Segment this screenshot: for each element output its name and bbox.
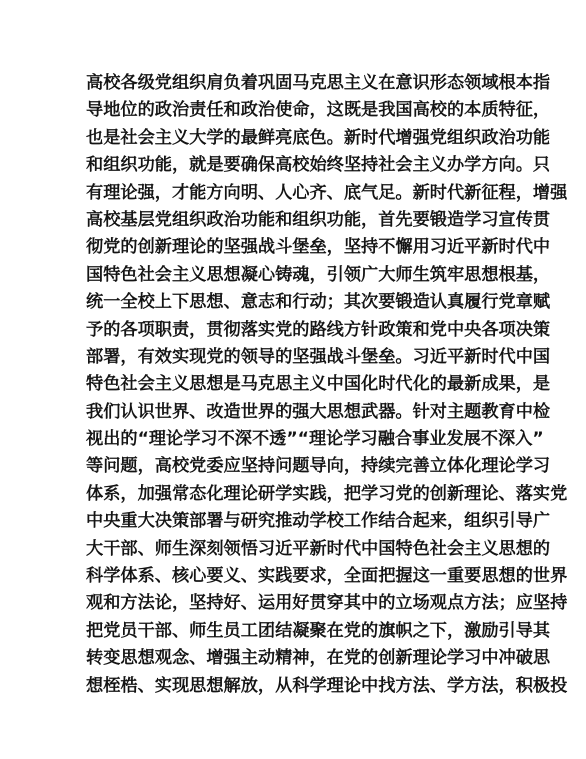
paragraph-line: 体系，加强常态化理论研学实践，把学习党的创新理论、落实党 bbox=[86, 483, 568, 504]
paragraph-line: 观和方法论，坚持好、运用好贯穿其中的立场观点方法；应坚持 bbox=[86, 593, 568, 614]
paragraph-line: 国特色社会主义思想凝心铸魂，引领广大师生筑牢思想根基， bbox=[86, 264, 551, 285]
paragraph-line: 有理论强，才能方向明、人心齐、底气足。新时代新征程，增强 bbox=[86, 182, 568, 203]
paragraph-line: 部署，有效实现党的领导的坚强战斗堡垒。习近平新时代中国 bbox=[86, 346, 551, 367]
paragraph-line: 导地位的政治责任和政治使命，这既是我国高校的本质特征， bbox=[86, 100, 551, 121]
paragraph-line: 中央重大决策部署与研究推动学校工作结合起来，组织引导广 bbox=[86, 511, 551, 532]
paragraph-line: 把党员干部、师生员工团结凝聚在党的旗帜之下，激励引导其 bbox=[86, 620, 551, 641]
paragraph-line: 和组织功能，就是要确保高校始终坚持社会主义办学方向。只 bbox=[86, 155, 551, 176]
paragraph-line: 视出的“理论学习不深不透”“理论学习融合事业发展不深入” bbox=[86, 429, 544, 450]
paragraph-line: 统一全校上下思想、意志和行动；其次要锻造认真履行党章赋 bbox=[86, 292, 551, 313]
paragraph-line: 我们认识世界、改造世界的强大思想武器。针对主题教育中检 bbox=[86, 401, 551, 422]
paragraph-line: 想桎梏、实现思想解放，从科学理论中找方法、学方法，积极投 bbox=[86, 675, 568, 696]
paragraph-line: 高校基层党组织政治功能和组织功能，首先要锻造学习宣传贯 bbox=[86, 209, 551, 230]
paragraph-line: 大干部、师生深刻领悟习近平新时代中国特色社会主义思想的 bbox=[86, 538, 551, 559]
paragraph-line: 彻党的创新理论的坚强战斗堡垒，坚持不懈用习近平新时代中 bbox=[86, 237, 551, 258]
paragraph-line: 高校各级党组织肩负着巩固马克思主义在意识形态领域根本指 bbox=[86, 73, 551, 93]
paragraph-line: 予的各项职责，贯彻落实党的路线方针政策和党中央各项决策 bbox=[86, 319, 551, 340]
paragraph-line: 也是社会主义大学的最鲜亮底色。新时代增强党组织政治功能 bbox=[86, 127, 551, 148]
paragraph-line: 转变思想观念、增强主动精神，在党的创新理论学习中冲破思 bbox=[86, 648, 551, 669]
paragraph-line: 特色社会主义思想是马克思主义中国化时代化的最新成果，是 bbox=[86, 374, 551, 395]
body-paragraph bbox=[86, 70, 568, 700]
paragraph-line: 等问题，高校党委应坚持问题导向，持续完善立体化理论学习 bbox=[86, 456, 551, 477]
paragraph-line: 科学体系、核心要义、实践要求，全面把握这一重要思想的世界 bbox=[86, 566, 568, 587]
